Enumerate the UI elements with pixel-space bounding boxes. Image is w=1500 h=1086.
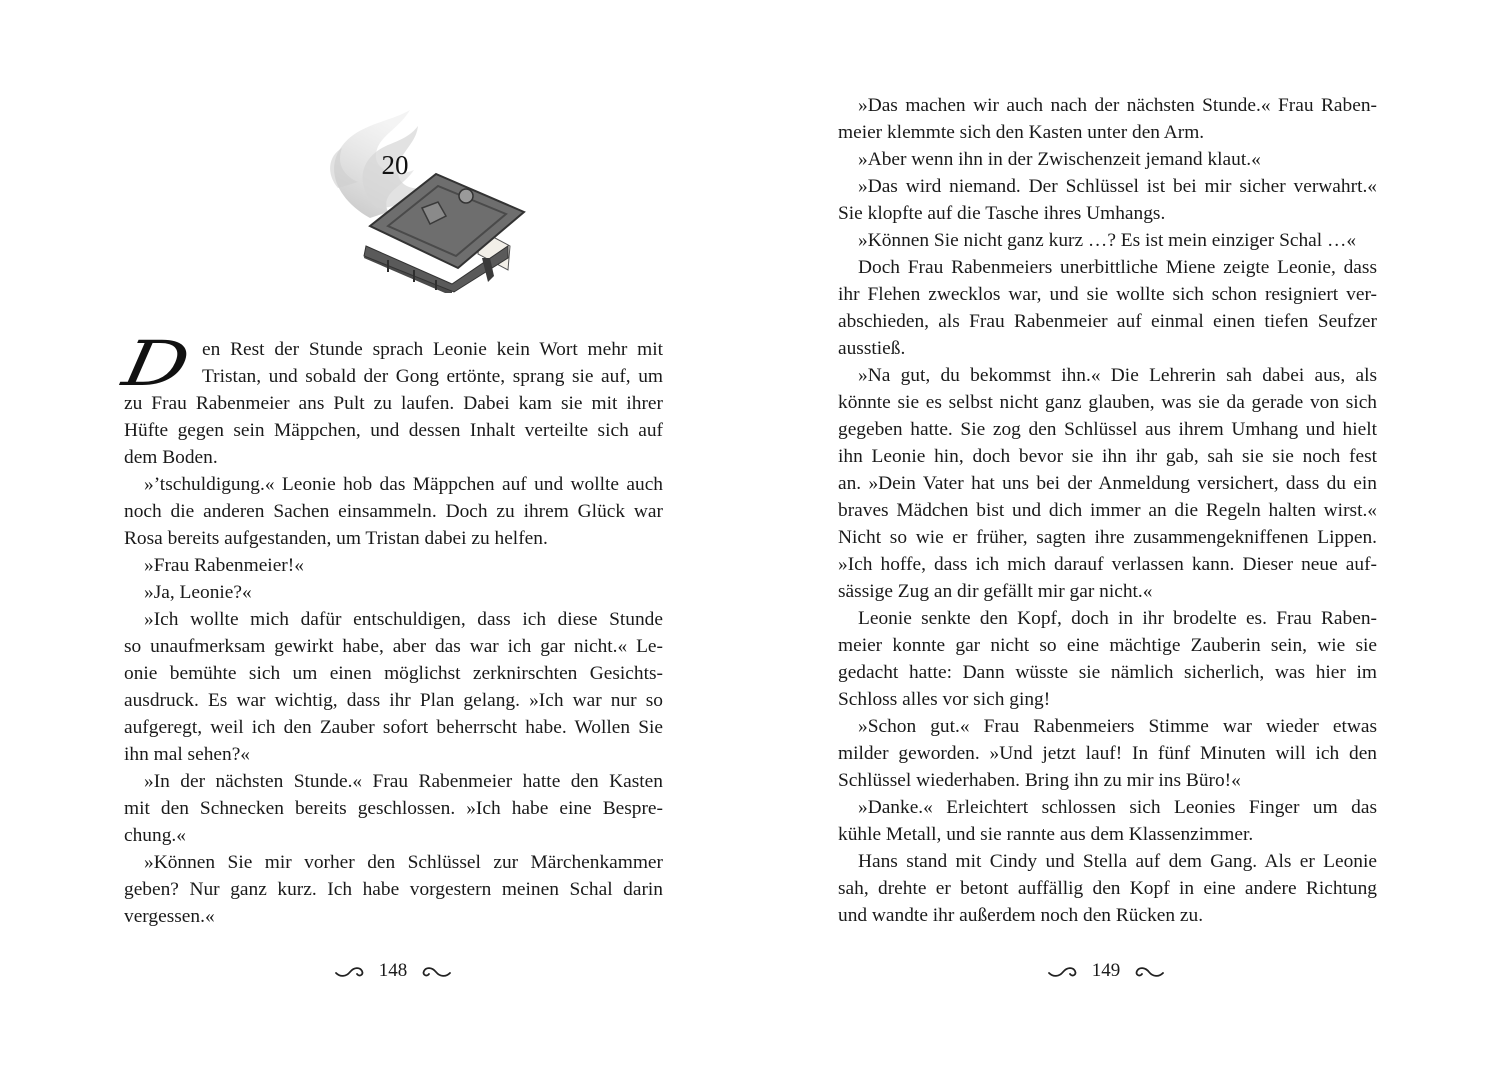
flourish-right-icon <box>1131 963 1165 979</box>
page-number-footer <box>293 956 493 984</box>
paragraph <box>838 254 1377 362</box>
paragraph <box>124 849 663 930</box>
paragraph <box>838 605 1377 713</box>
text-line: könnte sie es selbst nicht ganz glauben, was sie da gerade von sich <box>838 392 1377 413</box>
text-line: vergessen.« <box>124 906 215 927</box>
text-line: Hüfte gegen sein Mäppchen, und dessen Inhalt verteilte sich auf <box>124 420 663 441</box>
text-line: Tristan, und sobald der Gong ertönte, sprang sie auf, um <box>202 366 663 387</box>
dropcap-initial: D <box>117 327 196 400</box>
text-line: Schloss alles vor sich ging! <box>838 689 1051 710</box>
text-line: »Na gut, du bekommst ihn.« Die Lehrerin sah dabei aus, als <box>858 365 1377 386</box>
text-line: gegeben hatte. Sie zog den Schlüssel aus ihrem Umhang und hielt <box>838 419 1377 440</box>
text-line: meier konnte gar nicht so eine mächtige Zauberin sein, wie sie <box>838 635 1377 656</box>
paragraph <box>124 471 663 552</box>
paragraph <box>838 92 1377 146</box>
text-line: »Ich hoffe, dass ich mich darauf verlassen kann. Dieser neue auf- <box>838 554 1377 575</box>
paragraph <box>838 146 1377 173</box>
right-page <box>750 0 1500 1086</box>
chapter-number: 20 <box>381 150 409 180</box>
text-line: an. »Dein Vater hat uns bei der Anmeldung versichert, dass du ein <box>838 473 1377 494</box>
flourish-left-icon <box>1047 963 1081 979</box>
text-line: und wandte ihr außerdem noch den Rücken zu. <box>838 905 1204 926</box>
text-line: milder geworden. »Und jetzt lauf! In fünf Minuten will ich den <box>838 743 1377 764</box>
text-line: onie bemühte sich um einen möglichst zerknirschten Gesichts- <box>124 663 663 684</box>
text-line: Hans stand mit Cindy und Stella auf dem Gang. Als er Leonie <box>858 851 1377 872</box>
text-line: ausstieß. <box>838 338 906 359</box>
page-number: 148 <box>378 959 408 981</box>
text-line: »’tschuldigung.« Leonie hob das Mäppchen auf und wollte auch <box>144 474 663 495</box>
text-line: »Das machen wir auch nach der nächsten Stunde.« Frau Raben- <box>858 95 1377 116</box>
text-line: Doch Frau Rabenmeiers unerbittliche Miene zeigte Leonie, dass <box>858 257 1377 278</box>
text-line: »Ja, Leonie?« <box>144 582 252 603</box>
text-line: sässige Zug an dir gefällt mir gar nicht.« <box>838 581 1153 602</box>
text-line: ihr Flehen zwecklos war, und sie wollte sich schon resigniert ver- <box>838 284 1377 305</box>
text-line: kühle Metall, und sie rannte aus dem Klassenzimmer. <box>838 824 1254 845</box>
text-line: noch die anderen Sachen einsammeln. Doch zu ihrem Glück war <box>124 501 663 522</box>
text-line: chung.« <box>124 825 186 846</box>
paragraph <box>838 794 1377 848</box>
flourish-right-icon <box>418 963 452 979</box>
text-line: mit den Schnecken bereits geschlossen. »Ich habe eine Bespre- <box>124 798 663 819</box>
text-line: »In der nächsten Stunde.« Frau Rabenmeier hatte den Kasten <box>144 771 663 792</box>
text-line: »Können Sie nicht ganz kurz …? Es ist mein einziger Schal …« <box>858 230 1357 251</box>
page-number: 149 <box>1091 959 1121 981</box>
text-line: abschieden, als Frau Rabenmeier auf einmal einen tiefen Seufzer <box>838 311 1377 332</box>
text-line: geben? Nur ganz kurz. Ich habe vorgestern meinen Schal darin <box>124 879 663 900</box>
paragraph <box>124 579 663 606</box>
paragraph <box>838 362 1377 605</box>
paragraph <box>838 848 1377 929</box>
text-line: dem Boden. <box>124 447 218 468</box>
book-clasp <box>459 189 473 203</box>
paragraph <box>838 713 1377 794</box>
text-line: »Frau Rabenmeier!« <box>144 555 304 576</box>
text-line: gedacht hatte: Dann wüsste sie nämlich sicherlich, was hier im <box>838 662 1377 683</box>
paragraph <box>838 173 1377 227</box>
paragraph <box>124 606 663 768</box>
text-line: ihn Leonie hin, doch bevor sie ihn ihr gab, sah sie sie noch fest <box>838 446 1377 467</box>
text-line: »Schon gut.« Frau Rabenmeiers Stimme war wieder etwas <box>858 716 1377 737</box>
text-line: Leonie senkte den Kopf, doch in ihr brodelte es. Frau Raben- <box>858 608 1377 629</box>
text-line: ihn mal sehen?« <box>124 744 251 765</box>
text-line: »Können Sie mir vorher den Schlüssel zur Märchenkammer <box>144 852 663 873</box>
text-line: Sie klopfte auf die Tasche ihres Umhangs. <box>838 203 1166 224</box>
text-line: en Rest der Stunde sprach Leonie kein Wort mehr mit <box>202 339 663 360</box>
text-line: ausdruck. Es war wichtig, dass ihr Plan gelang. »Ich war nur so <box>124 690 663 711</box>
text-line: zu Frau Rabenmeier ans Pult zu laufen. Dabei kam sie mit ihrer <box>124 393 663 414</box>
text-line: so unaufmerksam gewirkt habe, aber das war ich gar nicht.« Le- <box>124 636 663 657</box>
text-line: Nicht so wie er früher, sagten ihre zusammengekniffenen Lippen. <box>838 527 1377 548</box>
text-line: sah, drehte er betont auffällig den Kopf in eine andere Richtung <box>838 878 1377 899</box>
left-text-block <box>117 327 663 930</box>
text-line: Schlüssel wiederhaben. Bring ihn zu mir ins Büro!« <box>838 770 1241 791</box>
text-line: aufgeregt, weil ich den Zauber sofort beherrscht habe. Wollen Sie <box>124 717 663 738</box>
smoking-book-icon <box>318 108 533 293</box>
paragraph <box>124 552 663 579</box>
text-line: meier klemmte sich den Kasten unter den Arm. <box>838 122 1205 143</box>
paragraph <box>838 227 1377 254</box>
paragraph <box>124 768 663 849</box>
text-line: »Danke.« Erleichtert schlossen sich Leonies Finger um das <box>858 797 1377 818</box>
flourish-left-icon <box>334 963 368 979</box>
text-line: »Das wird niemand. Der Schlüssel ist bei mir sicher verwahrt.« <box>858 176 1377 197</box>
text-line: »Ich wollte mich dafür entschuldigen, dass ich diese Stunde <box>144 609 663 630</box>
page-number-footer <box>1006 956 1206 984</box>
text-line: braves Mädchen bist und dich immer an die Regeln halten wirst.« <box>838 500 1377 521</box>
text-line: »Aber wenn ihn in der Zwischenzeit jemand klaut.« <box>858 149 1261 170</box>
right-text-block <box>838 92 1377 929</box>
text-line: Rosa bereits aufgestanden, um Tristan dabei zu helfen. <box>124 528 548 549</box>
